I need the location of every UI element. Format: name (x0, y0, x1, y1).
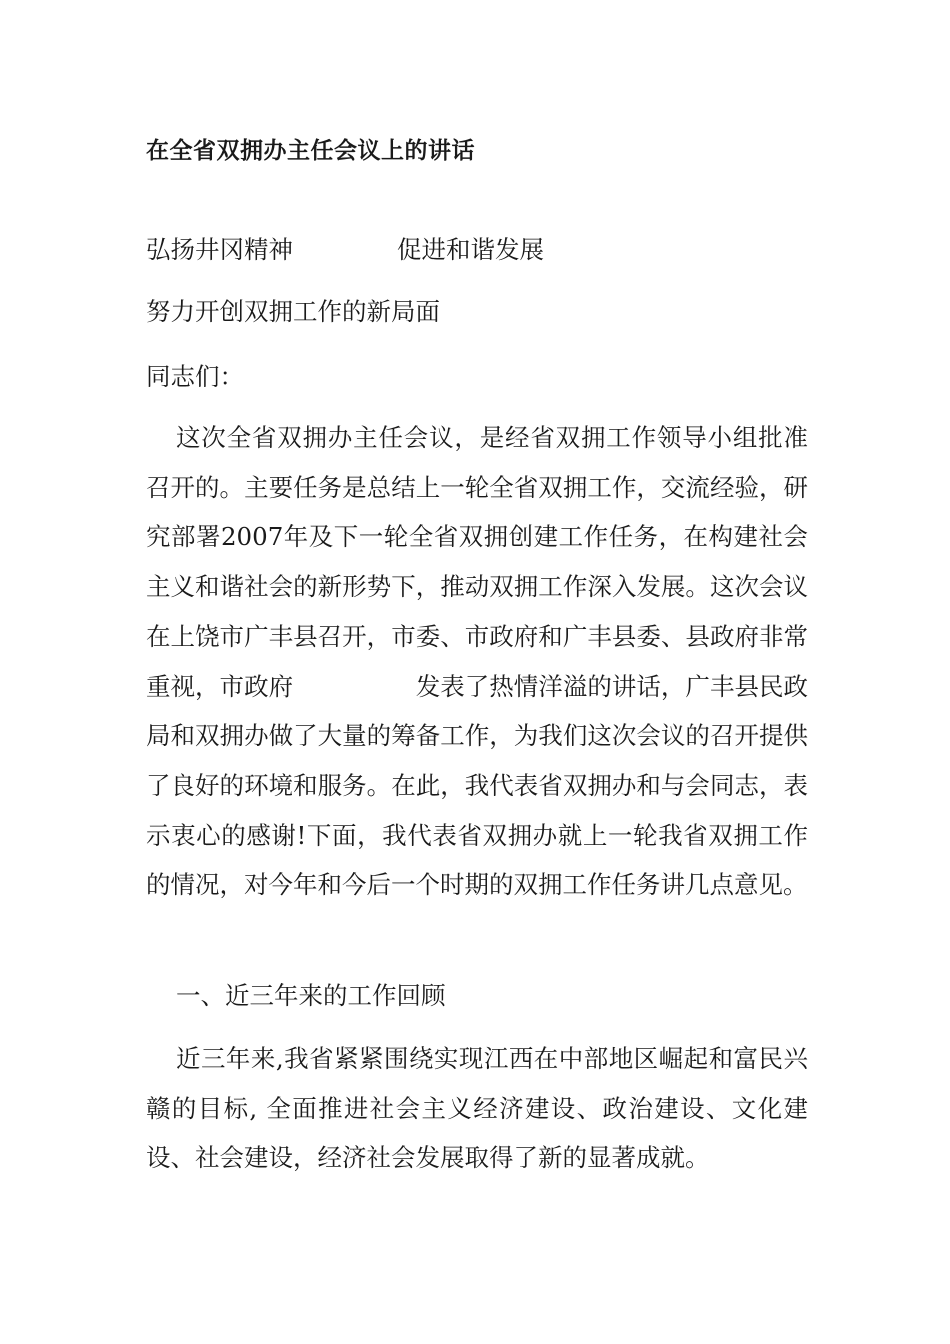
subtitle-line-2: 努力开创双拥工作的新局面 (146, 297, 440, 326)
paragraph-intro: 这次全省双拥办主任会议，是经省双拥工作领导小组批准召开的。主要任务是总结上一轮全省双拥工作，交流经验，研究部署2007年及下一轮全省双拥创建工作任务，在构建社会主义和谐社会的新形势下，推动双拥工作深入发展。这次会议在上饶市广丰县召开，市委、市政府和广丰县委、县政府非常重视，市政府 发表了热情洋溢的讲话，广丰县民政局和双拥办做了大量的筹备工作，为我们这次会议的召开提供了良好的环境和服务。在此，我代表省双拥办和与会同志，表示衷心的感谢!下面，我代表省双拥办就上一轮我省双拥工作的情况，对今年和今后一个时期的双拥工作任务讲几点意见。 (146, 423, 808, 900)
section-heading-1: 一、近三年来的工作回顾 (176, 981, 446, 1010)
subtitle-right: 促进和谐发展 (397, 235, 544, 264)
document-title: 在全省双拥办主任会议上的讲话 (146, 138, 475, 164)
subtitle-line-1 (146, 232, 544, 268)
subtitle-left: 弘扬井冈精神 (146, 235, 293, 264)
salutation: 同志们： (146, 362, 244, 391)
paragraph-review: 近三年来,我省紧紧围绕实现江西在中部地区崛起和富民兴赣的目标, 全面推进社会主义经济建设、政治建设、文化建设、社会建设，经济社会发展取得了新的显著成就。 (146, 1044, 808, 1173)
